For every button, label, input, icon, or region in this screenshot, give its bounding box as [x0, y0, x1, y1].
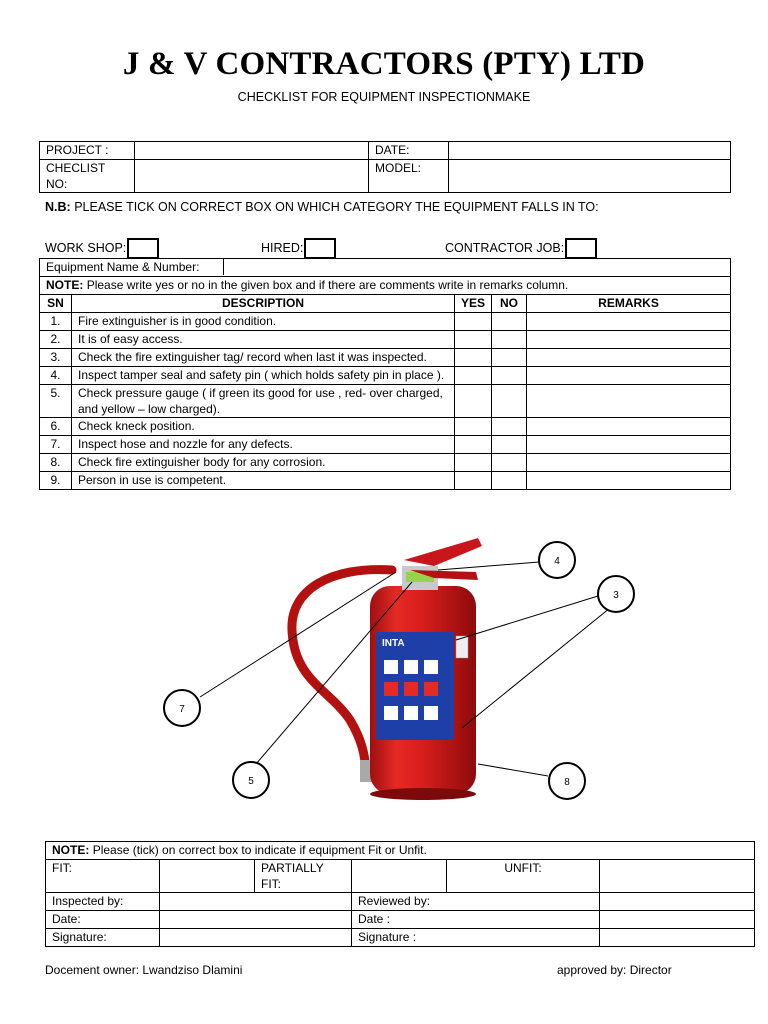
callout-5: 5	[248, 776, 254, 787]
date-right-label: Date :	[352, 911, 600, 929]
header-description: DESCRIPTION	[72, 295, 455, 313]
row-description: Inspect tamper seal and safety pin ( which holds safety pin in place ).	[72, 367, 455, 385]
document-subtitle: CHECKLIST FOR EQUIPMENT INSPECTIONMAKE	[237, 90, 531, 104]
row-sn: 1.	[40, 313, 72, 331]
fitness-note-text: Please (tick) on correct box to indicate if equipment Fit or Unfit.	[92, 843, 427, 857]
remarks-cell[interactable]	[527, 454, 731, 472]
project-info-table	[39, 141, 731, 193]
checklist-note-label: NOTE:	[46, 278, 84, 292]
equipment-row	[40, 259, 731, 277]
no-cell[interactable]	[492, 385, 527, 418]
no-cell[interactable]	[492, 349, 527, 367]
category-contractor	[445, 238, 597, 259]
signature-right-field[interactable]	[600, 929, 755, 947]
no-cell[interactable]	[492, 367, 527, 385]
table-row	[40, 418, 731, 436]
yes-cell[interactable]	[455, 367, 492, 385]
contractor-checkbox[interactable]	[565, 238, 597, 259]
row-description: Inspect hose and nozzle for any defects.	[72, 436, 455, 454]
no-cell[interactable]	[492, 313, 527, 331]
table-row	[40, 385, 731, 418]
callout-7: 7	[179, 704, 185, 715]
fire-extinguisher-diagram	[0, 530, 768, 830]
yes-cell[interactable]	[455, 349, 492, 367]
table-row	[40, 313, 731, 331]
date-left-label: Date:	[46, 911, 160, 929]
table-row	[40, 454, 731, 472]
unfit-box[interactable]	[600, 860, 755, 893]
signature-right-label: Signature :	[352, 929, 600, 947]
header-yes: YES	[455, 295, 492, 313]
model-field[interactable]	[449, 160, 731, 193]
label-brand: INTA	[382, 638, 405, 649]
table-row	[40, 472, 731, 490]
callout-3: 3	[613, 590, 619, 601]
row-sn: 6.	[40, 418, 72, 436]
fit-label: FIT:	[46, 860, 160, 893]
row-sn: 4.	[40, 367, 72, 385]
handle-lever-icon	[404, 538, 482, 566]
table-row	[40, 436, 731, 454]
no-cell[interactable]	[492, 418, 527, 436]
signature-left-label: Signature:	[46, 929, 160, 947]
yes-cell[interactable]	[455, 418, 492, 436]
partially-fit-box[interactable]	[352, 860, 447, 893]
row-description: Check pressure gauge ( if green its good for use , red- over charged, and yellow – low charged).	[72, 385, 455, 418]
no-cell[interactable]	[492, 454, 527, 472]
signature-left-field[interactable]	[160, 929, 352, 947]
remarks-cell[interactable]	[527, 331, 731, 349]
reviewed-by-label: Reviewed by:	[352, 893, 600, 911]
date-field[interactable]	[449, 142, 731, 160]
approved-by: approved by: Director	[557, 963, 672, 977]
unfit-label: UNFIT:	[447, 860, 600, 893]
row-sn: 5.	[40, 385, 72, 418]
yes-cell[interactable]	[455, 436, 492, 454]
row-description: Check kneck position.	[72, 418, 455, 436]
header-sn: SN	[40, 295, 72, 313]
checklist-no-label: CHECLIST NO:	[40, 160, 135, 193]
checklist-note	[40, 277, 731, 295]
remarks-cell[interactable]	[527, 418, 731, 436]
table-row	[40, 331, 731, 349]
remarks-cell[interactable]	[527, 367, 731, 385]
no-cell[interactable]	[492, 472, 527, 490]
checklist-note-text: Please write yes or no in the given box and if there are comments write in remarks column.	[86, 278, 569, 292]
remarks-cell[interactable]	[527, 349, 731, 367]
callout-8: 8	[564, 777, 570, 788]
row-sn: 2.	[40, 331, 72, 349]
no-cell[interactable]	[492, 331, 527, 349]
row-sn: 9.	[40, 472, 72, 490]
company-title: J & V CONTRACTORS (PTY) LTD	[122, 46, 646, 82]
date-right-field[interactable]	[600, 911, 755, 929]
row-description: Check fire extinguisher body for any corrosion.	[72, 454, 455, 472]
remarks-cell[interactable]	[527, 385, 731, 418]
model-label: MODEL:	[369, 160, 449, 193]
fitness-note	[46, 842, 755, 860]
table-row	[40, 349, 731, 367]
remarks-cell[interactable]	[527, 313, 731, 331]
row-description: It is of easy access.	[72, 331, 455, 349]
workshop-checkbox[interactable]	[127, 238, 159, 259]
row-description: Check the fire extinguisher tag/ record when last it was inspected.	[72, 349, 455, 367]
checklist-table	[39, 258, 731, 490]
equipment-label: Equipment Name & Number:	[40, 259, 224, 275]
project-field[interactable]	[135, 142, 369, 160]
inspected-by-field[interactable]	[160, 893, 352, 911]
nb-instruction	[45, 200, 599, 214]
row-sn: 7.	[40, 436, 72, 454]
table-row	[40, 367, 731, 385]
date-label: DATE:	[369, 142, 449, 160]
nb-label: N.B:	[45, 200, 71, 214]
yes-cell[interactable]	[455, 472, 492, 490]
row-description: Person in use is competent.	[72, 472, 455, 490]
date-left-field[interactable]	[160, 911, 352, 929]
contractor-label: CONTRACTOR JOB:	[445, 240, 565, 255]
row-sn: 8.	[40, 454, 72, 472]
yes-cell[interactable]	[455, 454, 492, 472]
row-description: Fire extinguisher is in good condition.	[72, 313, 455, 331]
row-sn: 3.	[40, 349, 72, 367]
remarks-cell[interactable]	[527, 472, 731, 490]
yes-cell[interactable]	[455, 313, 492, 331]
hired-label: HIRED:	[261, 240, 304, 255]
partially-fit-label: PARTIALLY FIT:	[255, 860, 352, 893]
category-hired	[261, 238, 336, 259]
fit-box[interactable]	[160, 860, 255, 893]
checklist-no-field[interactable]	[135, 160, 369, 193]
category-workshop	[45, 238, 159, 259]
no-cell[interactable]	[492, 436, 527, 454]
header-no: NO	[492, 295, 527, 313]
document-owner: Docement owner: Lwandziso Dlamini	[45, 963, 243, 977]
fitness-table	[45, 841, 755, 947]
reviewed-by-field[interactable]	[600, 893, 755, 911]
nb-text: PLEASE TICK ON CORRECT BOX ON WHICH CATEGORY THE EQUIPMENT FALLS IN TO:	[74, 200, 599, 214]
equipment-field[interactable]	[224, 259, 730, 275]
remarks-cell[interactable]	[527, 436, 731, 454]
workshop-label: WORK SHOP:	[45, 240, 127, 255]
hired-checkbox[interactable]	[304, 238, 336, 259]
yes-cell[interactable]	[455, 331, 492, 349]
inspected-by-label: Inspected by:	[46, 893, 160, 911]
project-label: PROJECT :	[40, 142, 135, 160]
header-remarks: REMARKS	[527, 295, 731, 313]
yes-cell[interactable]	[455, 385, 492, 418]
callout-4: 4	[554, 556, 560, 567]
fitness-note-label: NOTE:	[52, 843, 90, 857]
